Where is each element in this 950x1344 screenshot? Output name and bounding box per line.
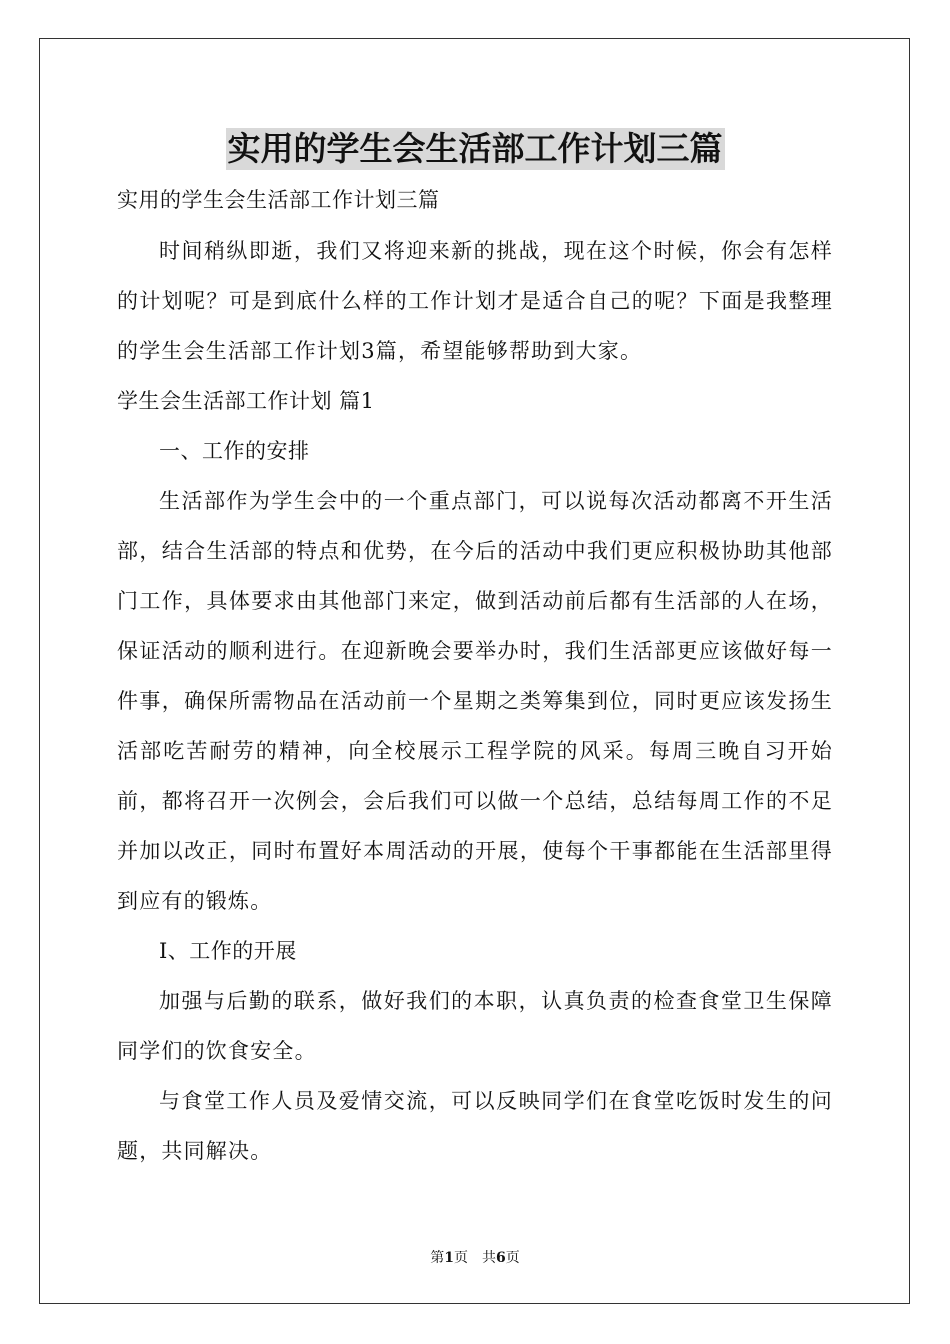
document-subtitle: 实用的学生会生活部工作计划三篇 (117, 188, 440, 212)
document-title: 实用的学生会生活部工作计划三篇 (227, 129, 723, 168)
page-footer (0, 1247, 950, 1267)
paragraph-canteen: 与食堂工作人员及爱情交流，可以反映同学们在食堂吃饭时发生的问题，共同解决。 (117, 1089, 833, 1163)
heading-development: I、工作的开展 (159, 939, 297, 963)
paragraph-arrangement: 生活部作为学生会中的一个重点部门，可以说每次活动都离不开生活部，结合生活部的特点和优势，在今后的活动中我们更应积极协助其他部门工作，具体要求由其他部门来定，做到活动前后都有生活部的人在场，保证活动的顺利进行。在迎新晚会要举办时，我们生活部更应该做好每一件事，确保所需物品在活动前一个星期之类筹集到位，同时更应该发扬生活部吃苦耐劳的精神，向全校展示工程学院的风采。每周三晚自习开始前，都将召开一次例会，会后我们可以做一个总结，总结每周工作的不足并加以改正，同时布置好本周活动的开展，使每个干事都能在生活部里得到应有的锻炼。 (117, 489, 833, 913)
footer-mid: 页 共 (454, 1250, 496, 1266)
footer-prefix: 第 (430, 1250, 445, 1266)
paragraph-logistics: 加强与后勤的联系，做好我们的本职，认真负责的检查食堂卫生保障同学们的饮食安全。 (117, 989, 833, 1063)
footer-total-pages: 6 (496, 1250, 506, 1266)
section-title: 学生会生活部工作计划 篇1 (117, 389, 375, 413)
footer-current-page: 1 (444, 1250, 454, 1266)
title-container (0, 128, 950, 170)
footer-suffix: 页 (505, 1250, 520, 1266)
heading-arrangement: 一、工作的安排 (159, 439, 310, 463)
document-body (117, 180, 833, 1176)
intro-paragraph: 时间稍纵即逝，我们又将迎来新的挑战，现在这个时候，你会有怎样的计划呢？可是到底什么样的工作计划才是适合自己的呢？下面是我整理的学生会生活部工作计划3篇，希望能够帮助到大家。 (117, 239, 833, 363)
